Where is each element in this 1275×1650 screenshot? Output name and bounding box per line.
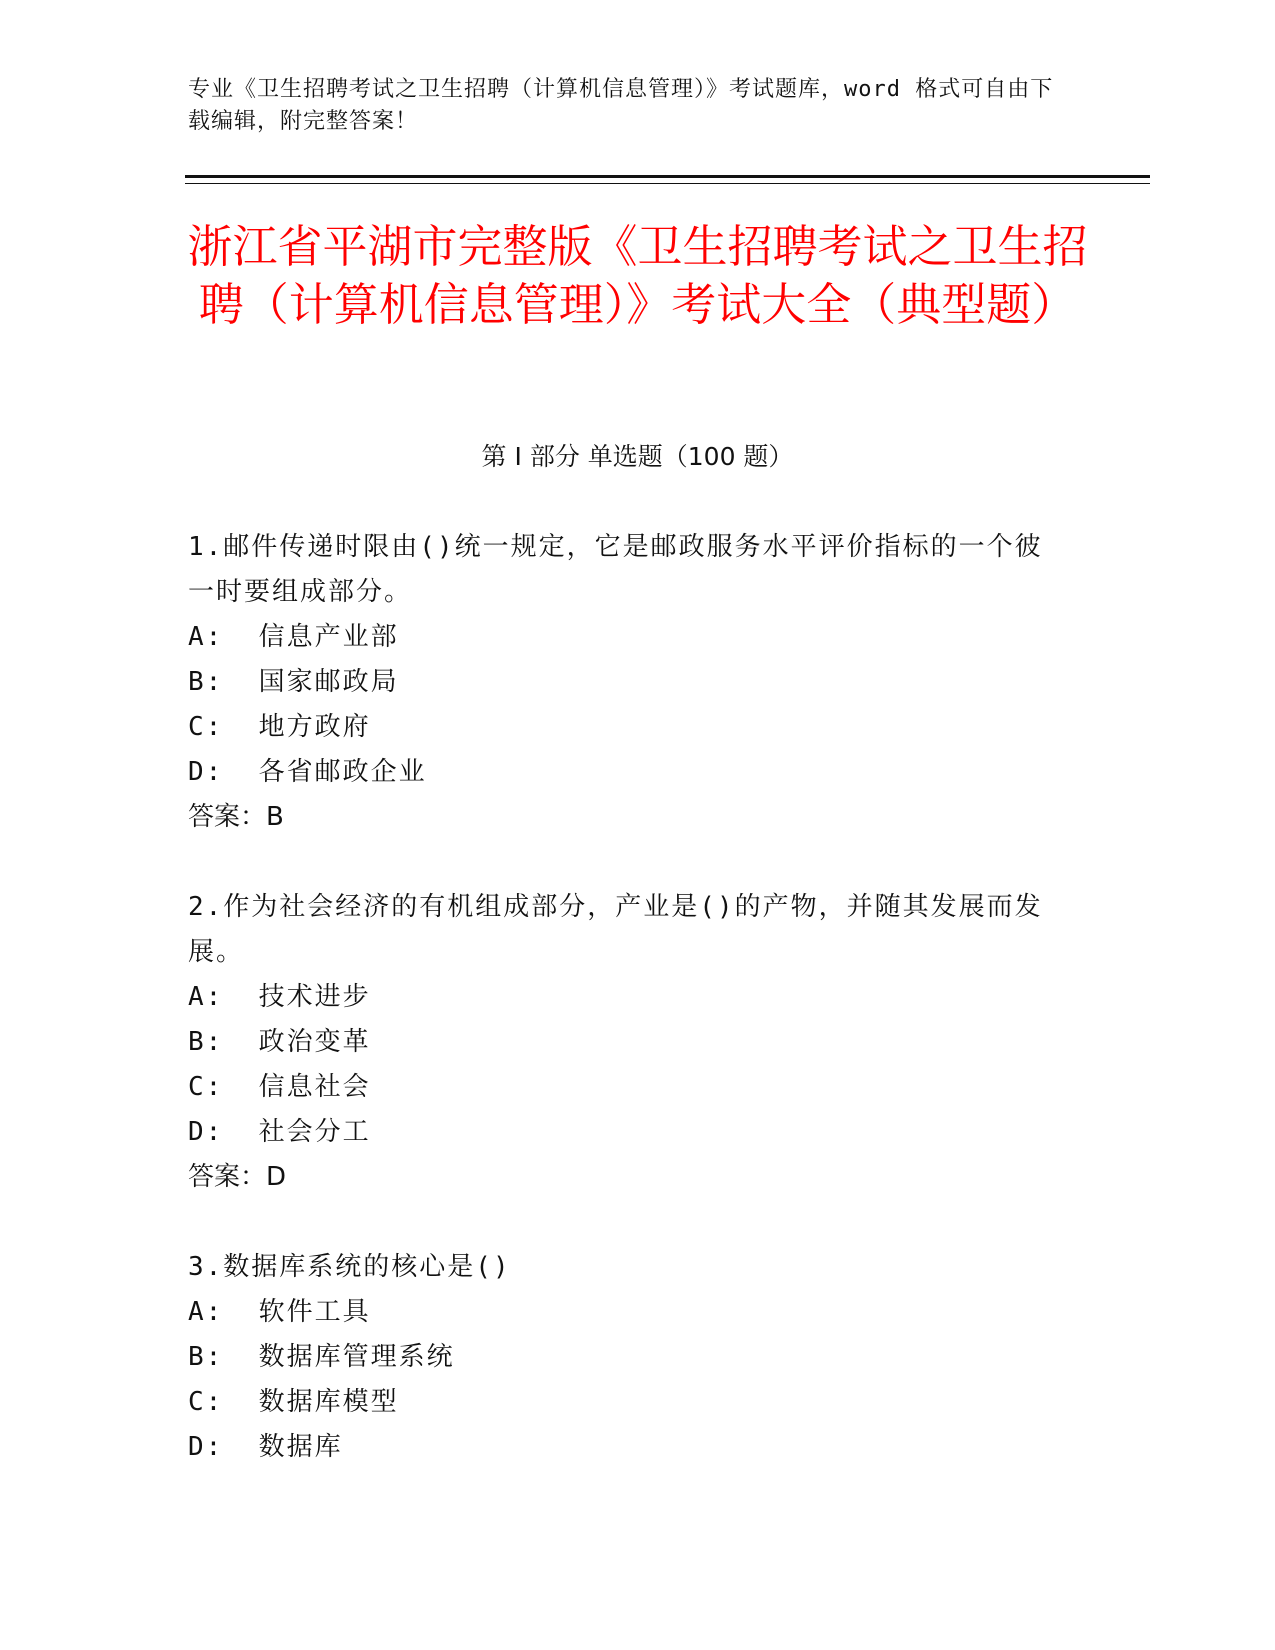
question-2 [188,885,1068,1200]
question-3 [188,1245,1068,1470]
section-heading: 第 I 部分 单选题（100 题） [481,442,794,471]
header-divider-thin [185,183,1150,184]
option-b: B: 政治变革 [188,1027,371,1057]
option-d: D: 数据库 [188,1432,343,1462]
header-divider-thick [185,175,1150,178]
option-b: B: 数据库管理系统 [188,1342,455,1372]
answer-line: 答案：D [188,1162,287,1192]
option-c: C: 信息社会 [188,1072,371,1102]
document-title: 浙江省平湖市完整版《卫生招聘考试之卫生招聘（计算机信息管理）》考试大全（典型题） [187,220,1088,331]
option-a: A: 软件工具 [188,1297,371,1327]
option-d: D: 各省邮政企业 [188,757,427,787]
option-d: D: 社会分工 [188,1117,371,1147]
option-b: B: 国家邮政局 [188,667,399,697]
question-list [188,525,1068,1470]
question-spacer [188,1200,1068,1245]
question-spacer [188,840,1068,885]
question-stem: 3.数据库系统的核心是() [188,1252,511,1282]
header-note: 专业《卫生招聘考试之卫生招聘（计算机信息管理）》考试题库，word 格式可自由下载编辑，附完整答案！ [188,77,1054,134]
option-c: C: 地方政府 [188,712,371,742]
option-a: A: 信息产业部 [188,622,399,652]
option-c: C: 数据库模型 [188,1387,399,1417]
question-stem: 2.作为社会经济的有机组成部分，产业是()的产物，并随其发展而发展。 [188,892,1043,967]
option-a: A: 技术进步 [188,982,371,1012]
question-1 [188,525,1068,840]
answer-line: 答案：B [188,802,284,832]
question-stem: 1.邮件传递时限由()统一规定，它是邮政服务水平评价指标的一个彼一时要组成部分。 [188,532,1043,607]
